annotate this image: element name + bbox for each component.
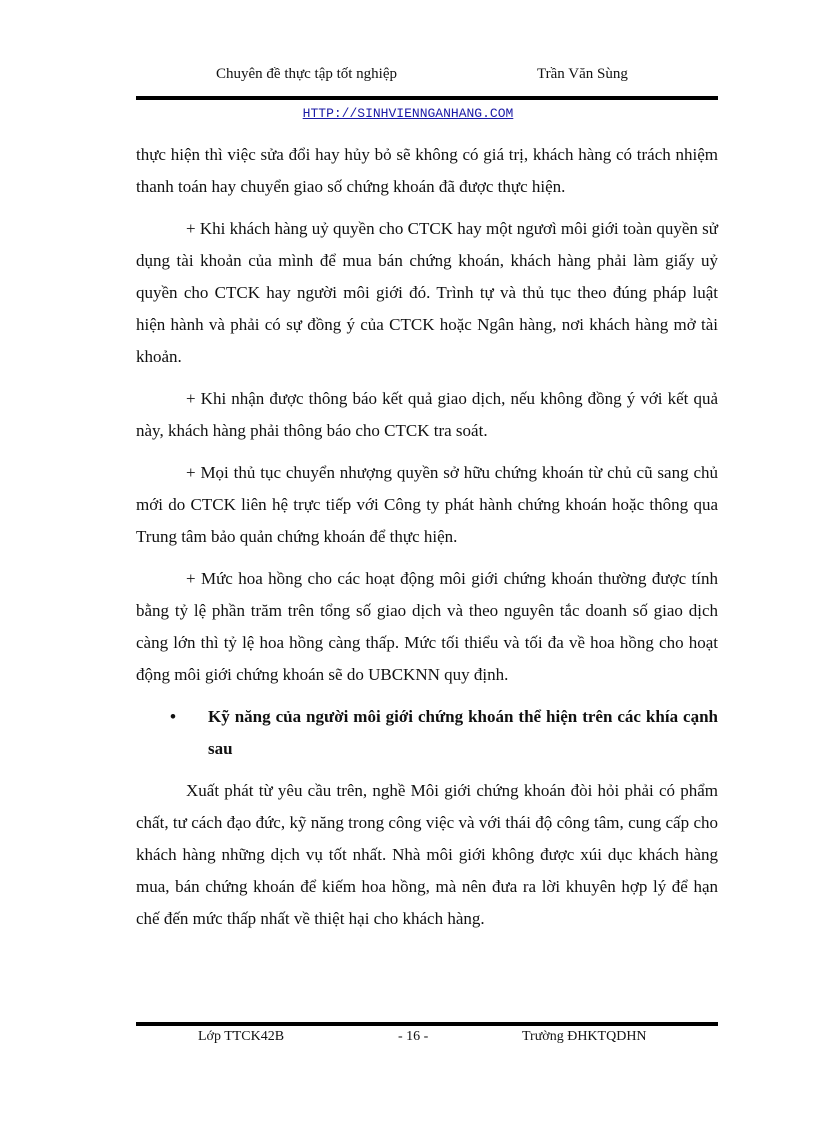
paragraph-authorization: + Khi khách hàng uỷ quyền cho CTCK hay một ngươì môi giới toàn quyền sử dụng tài khoản của mình để mua bán chứng khoán, khách hàng phải làm giấy uỷ quyền cho CTCK hay người môi giới đó. Trình tự và thủ tục theo đúng pháp luật hiện hành và phải có sự đồng ý của CTCK hoặc Ngân hàng, nơi khách hàng mở tài khoản. <box>136 219 718 366</box>
header-divider <box>136 96 718 100</box>
bullet-heading-text: Kỹ năng của người môi giới chứng khoán thể hiện trên các khía cạnh sau <box>208 707 718 758</box>
header-title: Chuyên đề thực tập tốt nghiệp <box>216 66 398 82</box>
footer-divider <box>136 1022 718 1026</box>
paragraph-ownership-transfer: + Mọi thủ tục chuyển nhượng quyền sở hữu chứng khoán từ chủ cũ sang chủ mới do CTCK liên hệ trực tiếp với Công ty phát hành chứng khoán hoặc thông qua Trung tâm bảo quản chứng khoán để thực hiện. <box>136 463 718 546</box>
paragraph-commission: + Mức hoa hồng cho các hoạt động môi giới chứng khoán thường được tính bằng tỷ lệ phần trăm trên tổng số giao dịch và theo nguyên tắc doanh số giao dịch càng lớn thì tỷ lệ hoa hồng càng thấp. Mức tối thiểu và tối đa về hoa hồng cho hoạt động môi giới chứng khoán sẽ do UBCKNN quy định. <box>136 569 718 684</box>
footer-school: Trường ĐHKTQDHN <box>522 1029 647 1044</box>
footer-class: Lớp TTCK42B <box>198 1029 285 1044</box>
bullet-dot-icon: • <box>170 707 176 726</box>
page-number: - 16 - <box>398 1029 429 1044</box>
document-body <box>136 139 718 945</box>
paragraph-continuation: thực hiện thì việc sửa đổi hay hủy bỏ sẽ không có giá trị, khách hàng có trách nhiệm thanh toán hay chuyển giao số chứng khoán đã được thực hiện. <box>136 145 718 196</box>
paragraph-broker-skills: Xuất phát từ yêu cầu trên, nghề Môi giới chứng khoán đòi hỏi phải có phẩm chất, tư cách đạo đức, kỹ năng trong công việc và với thái độ công tâm, cung cấp cho khách hàng những dịch vụ tốt nhất. Nhà môi giới không được xúi dục khách hàng mua, bán chứng khoán để kiếm hoa hồng, mà nên đưa ra lời khuyên hợp lý để hạn chế đến mức thấp nhất về thiệt hại cho khách hàng. <box>136 781 718 928</box>
source-url-link[interactable]: HTTP://SINHVIENNGANHANG.COM <box>302 106 514 121</box>
header-author: Trần Văn Sùng <box>537 66 628 82</box>
bullet-heading <box>136 701 718 765</box>
paragraph-trade-result: + Khi nhận được thông báo kết quả giao dịch, nếu không đồng ý với kết quả này, khách hàng phải thông báo cho CTCK tra soát. <box>136 389 718 440</box>
